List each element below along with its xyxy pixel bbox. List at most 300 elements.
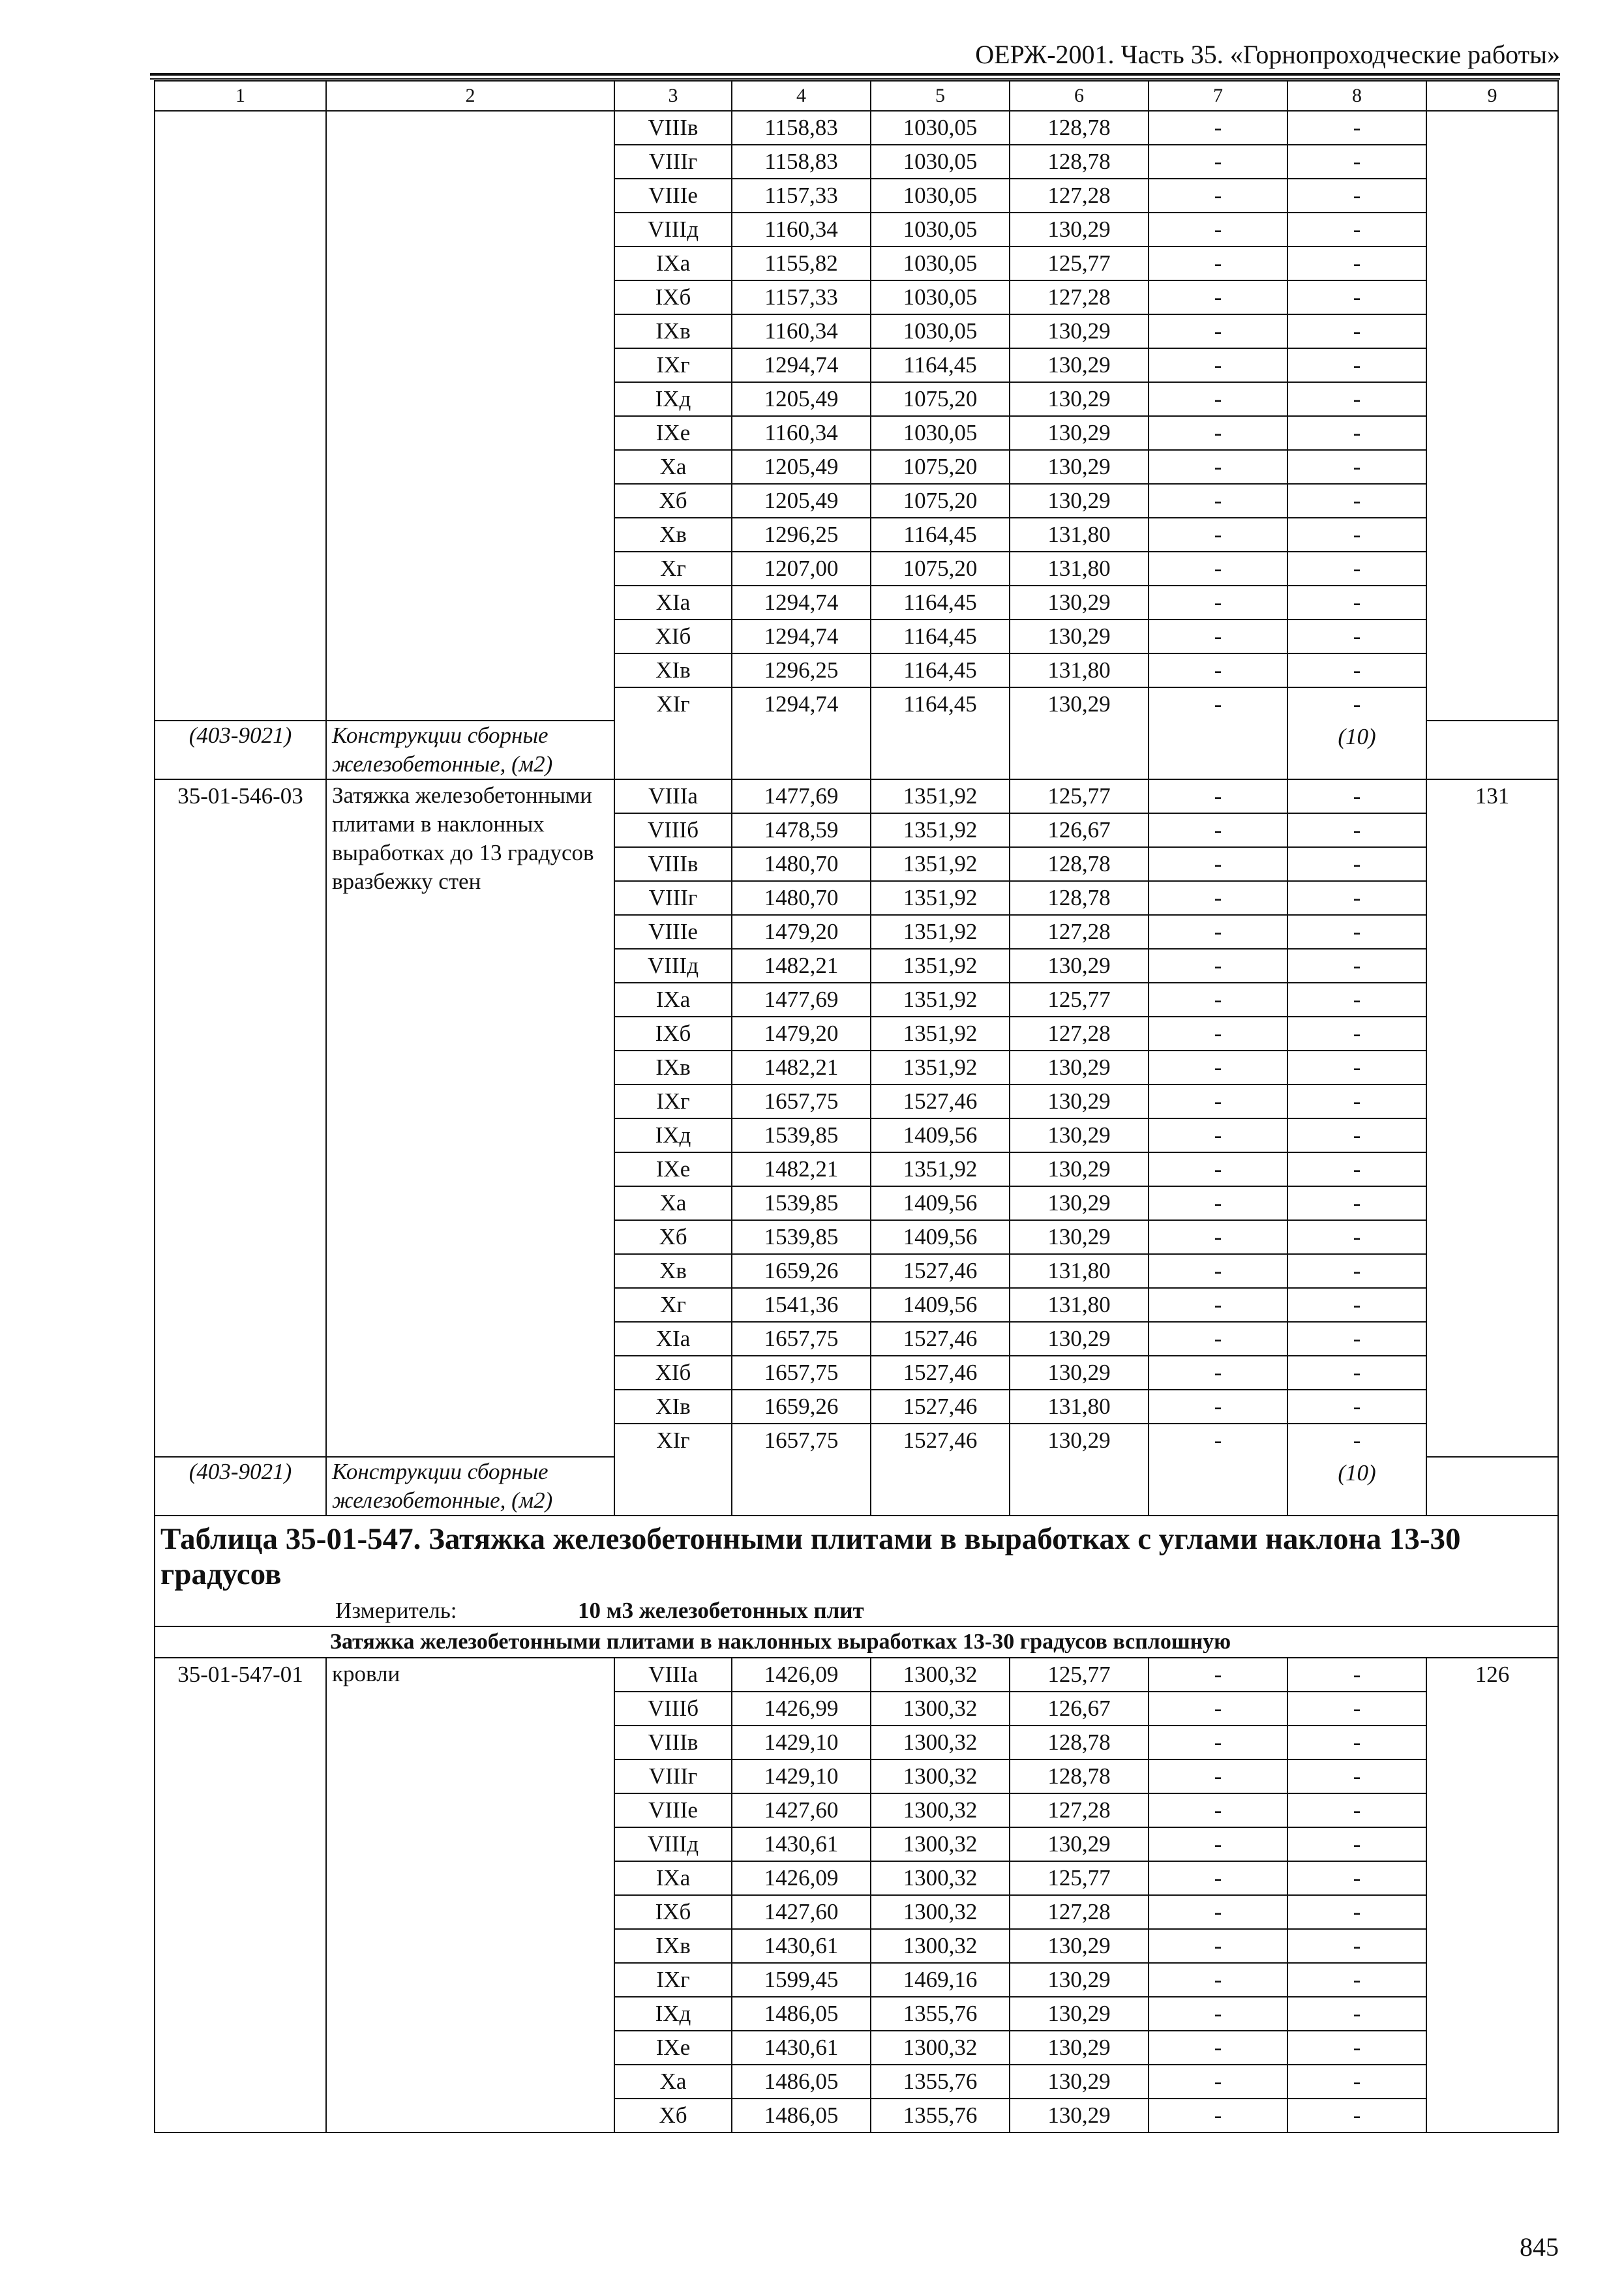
labor-cost: 1075,20 <box>871 382 1010 416</box>
region-code: XIв <box>614 1390 732 1424</box>
region-code: VIIIа <box>614 779 732 813</box>
table-row <box>155 779 1558 813</box>
labor-cost: 1355,76 <box>871 2065 1010 2099</box>
region-code: IXв <box>614 1929 732 1963</box>
measure-label: Измеритель: <box>335 1598 457 1623</box>
region-code: XIа <box>614 1322 732 1356</box>
machinist-cost: - <box>1149 1288 1287 1322</box>
machine-cost: 126,67 <box>1010 813 1149 847</box>
region-code: Xа <box>614 2065 732 2099</box>
material-cost: - <box>1287 1322 1426 1356</box>
material-cost: - <box>1287 1356 1426 1390</box>
machine-cost: 127,28 <box>1010 179 1149 213</box>
labor-cost: 1030,05 <box>871 111 1010 145</box>
column-header: 1 <box>155 81 326 111</box>
region-code: IXа <box>614 1861 732 1895</box>
machinist-cost: - <box>1149 1895 1287 1929</box>
total-cost: 1482,21 <box>732 949 871 983</box>
machine-cost: 130,29 <box>1010 687 1149 721</box>
labor-cost: 1351,92 <box>871 1051 1010 1085</box>
machinist-cost: - <box>1149 1322 1287 1356</box>
region-code: Xа <box>614 1186 732 1220</box>
machinist-cost: - <box>1149 1424 1287 1457</box>
rate-description: Затяжка железобетонными плитами в наклонных выработках до 13 градусов вразбежку стен <box>326 779 614 1457</box>
resource-row <box>155 1457 1558 1516</box>
machinist-cost: - <box>1149 1658 1287 1692</box>
header-rule <box>150 73 1560 76</box>
total-cost: 1479,20 <box>732 915 871 949</box>
total-cost: 1205,49 <box>732 484 871 518</box>
machine-cost: 127,28 <box>1010 1895 1149 1929</box>
machinist-cost: - <box>1149 1861 1287 1895</box>
table-row <box>155 111 1558 145</box>
machine-cost: 130,29 <box>1010 586 1149 620</box>
machinist-cost: - <box>1149 2065 1287 2099</box>
machinist-cost: - <box>1149 518 1287 552</box>
labor-cost: 1351,92 <box>871 1152 1010 1186</box>
machine-cost: 130,29 <box>1010 1997 1149 2031</box>
material-cost: - <box>1287 881 1426 915</box>
region-code: VIIIв <box>614 847 732 881</box>
total-cost: 1294,74 <box>732 620 871 653</box>
material-cost: - <box>1287 1827 1426 1861</box>
region-code: IXе <box>614 1152 732 1186</box>
region-code: XIб <box>614 620 732 653</box>
material-cost: - <box>1287 1726 1426 1759</box>
machine-cost: 125,77 <box>1010 983 1149 1017</box>
machinist-cost: - <box>1149 1793 1287 1827</box>
machinist-cost: - <box>1149 247 1287 280</box>
machine-cost: 130,29 <box>1010 1424 1149 1457</box>
material-cost: - <box>1287 949 1426 983</box>
machinist-cost: - <box>1149 2031 1287 2065</box>
rate-code: 35-01-546-03 <box>155 779 326 1457</box>
machine-cost: 130,29 <box>1010 1963 1149 1997</box>
machine-cost: 127,28 <box>1010 280 1149 314</box>
material-cost: - <box>1287 779 1426 813</box>
material-cost: - <box>1287 1861 1426 1895</box>
material-cost: - <box>1287 518 1426 552</box>
material-cost: - <box>1287 1051 1426 1085</box>
machine-cost: 131,80 <box>1010 653 1149 687</box>
material-cost: - <box>1287 915 1426 949</box>
material-cost: - <box>1287 1017 1426 1051</box>
total-cost: 1296,25 <box>732 653 871 687</box>
machinist-cost: - <box>1149 949 1287 983</box>
region-code: IXг <box>614 348 732 382</box>
measure-value: 10 м3 железобетонных плит <box>578 1598 864 1623</box>
machine-cost: 128,78 <box>1010 145 1149 179</box>
subheader-row <box>155 1626 1558 1658</box>
region-code: IXг <box>614 1963 732 1997</box>
labor-cost: 1300,32 <box>871 1929 1010 1963</box>
labor-cost: 1164,45 <box>871 687 1010 721</box>
total-cost: 1157,33 <box>732 179 871 213</box>
region-code: VIIIа <box>614 1658 732 1692</box>
machinist-cost: - <box>1149 314 1287 348</box>
material-cost: - <box>1287 2099 1426 2132</box>
labor-cost: 1300,32 <box>871 1692 1010 1726</box>
material-cost: - <box>1287 247 1426 280</box>
total-cost: 1477,69 <box>732 779 871 813</box>
labor-cost: 1030,05 <box>871 179 1010 213</box>
machinist-cost: - <box>1149 111 1287 145</box>
region-code: XIб <box>614 1356 732 1390</box>
machinist-cost: - <box>1149 1726 1287 1759</box>
material-cost: - <box>1287 213 1426 247</box>
machine-cost: 130,29 <box>1010 1051 1149 1085</box>
material-cost: - <box>1287 552 1426 586</box>
machinist-cost: - <box>1149 382 1287 416</box>
machinist-cost: - <box>1149 1186 1287 1220</box>
region-code: IXв <box>614 1051 732 1085</box>
total-cost: 1155,82 <box>732 247 871 280</box>
total-cost: 1158,83 <box>732 111 871 145</box>
resource-name: Конструкции сборные железобетонные, (м2) <box>326 721 614 779</box>
empty-cell <box>871 1457 1010 1516</box>
region-code: VIIIг <box>614 1759 732 1793</box>
material-cost: - <box>1287 620 1426 653</box>
material-cost: - <box>1287 1152 1426 1186</box>
material-cost: - <box>1287 1963 1426 1997</box>
material-cost: - <box>1287 1118 1426 1152</box>
material-cost: - <box>1287 847 1426 881</box>
region-code: Xв <box>614 1254 732 1288</box>
machinist-cost: - <box>1149 1827 1287 1861</box>
region-code: Xб <box>614 1220 732 1254</box>
rate-description <box>326 111 614 721</box>
region-code: Xб <box>614 2099 732 2132</box>
labor-cost: 1351,92 <box>871 949 1010 983</box>
machine-cost: 128,78 <box>1010 1759 1149 1793</box>
material-cost: - <box>1287 1929 1426 1963</box>
machine-cost: 128,78 <box>1010 1726 1149 1759</box>
labor-cost: 1527,46 <box>871 1322 1010 1356</box>
machinist-cost: - <box>1149 213 1287 247</box>
machinist-cost: - <box>1149 1759 1287 1793</box>
labor-cost: 1409,56 <box>871 1288 1010 1322</box>
column-header: 3 <box>614 81 732 111</box>
empty-cell <box>732 721 871 779</box>
region-code: XIг <box>614 1424 732 1457</box>
machinist-cost: - <box>1149 687 1287 721</box>
total-cost: 1482,21 <box>732 1051 871 1085</box>
region-code: VIIIд <box>614 949 732 983</box>
labor-cost: 1409,56 <box>871 1118 1010 1152</box>
column-header: 6 <box>1010 81 1149 111</box>
total-cost: 1294,74 <box>732 687 871 721</box>
material-cost: - <box>1287 983 1426 1017</box>
material-cost: - <box>1287 653 1426 687</box>
machine-cost: 130,29 <box>1010 1220 1149 1254</box>
material-cost: - <box>1287 484 1426 518</box>
machine-cost: 125,77 <box>1010 247 1149 280</box>
region-code: IXе <box>614 2031 732 2065</box>
material-cost: - <box>1287 1390 1426 1424</box>
material-cost: - <box>1287 1658 1426 1692</box>
labor-cost: 1300,32 <box>871 1895 1010 1929</box>
region-code: IXд <box>614 1997 732 2031</box>
labor-cost: 1164,45 <box>871 348 1010 382</box>
region-code: Xг <box>614 552 732 586</box>
material-cost: - <box>1287 1692 1426 1726</box>
machine-cost: 128,78 <box>1010 847 1149 881</box>
machinist-cost: - <box>1149 1963 1287 1997</box>
page-header: ОЕРЖ-2001. Часть 35. «Горнопроходческие работы» <box>975 40 1560 69</box>
material-cost: - <box>1287 450 1426 484</box>
empty-cell <box>732 1457 871 1516</box>
labor-cost: 1351,92 <box>871 881 1010 915</box>
total-cost: 1205,49 <box>732 450 871 484</box>
labor-cost: 1030,05 <box>871 247 1010 280</box>
column-header: 8 <box>1287 81 1426 111</box>
machine-cost: 130,29 <box>1010 620 1149 653</box>
total-cost: 1539,85 <box>732 1118 871 1152</box>
empty-cell <box>614 1457 732 1516</box>
total-cost: 1427,60 <box>732 1895 871 1929</box>
machinist-cost: - <box>1149 620 1287 653</box>
region-code: Xа <box>614 450 732 484</box>
machine-cost: 127,28 <box>1010 1017 1149 1051</box>
machinist-cost: - <box>1149 552 1287 586</box>
machinist-cost: - <box>1149 1997 1287 2031</box>
empty-cell <box>1010 721 1149 779</box>
total-cost: 1486,05 <box>732 2065 871 2099</box>
resource-quantity: (10) <box>1287 721 1426 779</box>
total-cost: 1207,00 <box>732 552 871 586</box>
labor-hours <box>1426 111 1558 721</box>
rate-description: кровли <box>326 1658 614 2132</box>
region-code: Xв <box>614 518 732 552</box>
region-code: IXд <box>614 382 732 416</box>
column-header: 9 <box>1426 81 1558 111</box>
total-cost: 1539,85 <box>732 1186 871 1220</box>
machinist-cost: - <box>1149 1085 1287 1118</box>
labor-hours: 126 <box>1426 1658 1558 2132</box>
region-code: IXе <box>614 416 732 450</box>
material-cost: - <box>1287 1085 1426 1118</box>
column-header: 5 <box>871 81 1010 111</box>
labor-cost: 1030,05 <box>871 314 1010 348</box>
machine-cost: 130,29 <box>1010 1356 1149 1390</box>
region-code: VIIIе <box>614 915 732 949</box>
column-number-row <box>155 81 1558 111</box>
labor-cost: 1300,32 <box>871 1827 1010 1861</box>
rate-code <box>155 111 326 721</box>
total-cost: 1657,75 <box>732 1085 871 1118</box>
total-cost: 1486,05 <box>732 1997 871 2031</box>
column-header: 4 <box>732 81 871 111</box>
labor-cost: 1300,32 <box>871 1793 1010 1827</box>
labor-cost: 1075,20 <box>871 484 1010 518</box>
machine-cost: 125,77 <box>1010 1658 1149 1692</box>
region-code: IXг <box>614 1085 732 1118</box>
machinist-cost: - <box>1149 881 1287 915</box>
machine-cost: 131,80 <box>1010 1254 1149 1288</box>
material-cost: - <box>1287 813 1426 847</box>
machine-cost: 130,29 <box>1010 1085 1149 1118</box>
material-cost: - <box>1287 1288 1426 1322</box>
region-code: IXб <box>614 280 732 314</box>
machinist-cost: - <box>1149 1152 1287 1186</box>
material-cost: - <box>1287 2065 1426 2099</box>
machinist-cost: - <box>1149 1929 1287 1963</box>
machinist-cost: - <box>1149 1692 1287 1726</box>
material-cost: - <box>1287 280 1426 314</box>
material-cost: - <box>1287 111 1426 145</box>
total-cost: 1427,60 <box>732 1793 871 1827</box>
total-cost: 1294,74 <box>732 348 871 382</box>
material-cost: - <box>1287 1254 1426 1288</box>
total-cost: 1205,49 <box>732 382 871 416</box>
machinist-cost: - <box>1149 653 1287 687</box>
material-cost: - <box>1287 2031 1426 2065</box>
labor-cost: 1030,05 <box>871 416 1010 450</box>
region-code: Xб <box>614 484 732 518</box>
page-number: 845 <box>1520 2232 1559 2262</box>
rate-code: 35-01-547-01 <box>155 1658 326 2132</box>
machine-cost: 130,29 <box>1010 314 1149 348</box>
machinist-cost: - <box>1149 179 1287 213</box>
region-code: IXв <box>614 314 732 348</box>
column-header: 2 <box>326 81 614 111</box>
labor-cost: 1030,05 <box>871 213 1010 247</box>
machinist-cost: - <box>1149 779 1287 813</box>
measure-line <box>160 1592 1552 1626</box>
labor-cost: 1164,45 <box>871 518 1010 552</box>
machine-cost: 131,80 <box>1010 552 1149 586</box>
labor-cost: 1164,45 <box>871 620 1010 653</box>
region-code: IXд <box>614 1118 732 1152</box>
resource-quantity: (10) <box>1287 1457 1426 1516</box>
labor-cost: 1355,76 <box>871 2099 1010 2132</box>
material-cost: - <box>1287 586 1426 620</box>
region-code: VIIIд <box>614 213 732 247</box>
machine-cost: 130,29 <box>1010 1152 1149 1186</box>
total-cost: 1296,25 <box>732 518 871 552</box>
machinist-cost: - <box>1149 280 1287 314</box>
material-cost: - <box>1287 1895 1426 1929</box>
table-title-block <box>155 1516 1558 1626</box>
total-cost: 1430,61 <box>732 2031 871 2065</box>
region-code: VIIIе <box>614 179 732 213</box>
total-cost: 1657,75 <box>732 1356 871 1390</box>
material-cost: - <box>1287 687 1426 721</box>
labor-cost: 1300,32 <box>871 1658 1010 1692</box>
machinist-cost: - <box>1149 484 1287 518</box>
region-code: Xг <box>614 1288 732 1322</box>
machine-cost: 130,29 <box>1010 416 1149 450</box>
machine-cost: 130,29 <box>1010 1186 1149 1220</box>
machine-cost: 130,29 <box>1010 1322 1149 1356</box>
labor-cost: 1527,46 <box>871 1424 1010 1457</box>
total-cost: 1430,61 <box>732 1929 871 1963</box>
total-cost: 1429,10 <box>732 1759 871 1793</box>
machine-cost: 130,29 <box>1010 484 1149 518</box>
total-cost: 1479,20 <box>732 1017 871 1051</box>
machinist-cost: - <box>1149 847 1287 881</box>
machinist-cost: - <box>1149 586 1287 620</box>
total-cost: 1429,10 <box>732 1726 871 1759</box>
labor-cost: 1527,46 <box>871 1356 1010 1390</box>
total-cost: 1480,70 <box>732 881 871 915</box>
material-cost: - <box>1287 382 1426 416</box>
labor-cost: 1351,92 <box>871 1017 1010 1051</box>
machinist-cost: - <box>1149 1356 1287 1390</box>
labor-cost: 1300,32 <box>871 1861 1010 1895</box>
empty-cell <box>1010 1457 1149 1516</box>
material-cost: - <box>1287 1220 1426 1254</box>
total-cost: 1480,70 <box>732 847 871 881</box>
labor-cost: 1469,16 <box>871 1963 1010 1997</box>
labor-cost: 1351,92 <box>871 915 1010 949</box>
region-code: IXа <box>614 247 732 280</box>
labor-cost: 1527,46 <box>871 1254 1010 1288</box>
labor-cost: 1300,32 <box>871 1726 1010 1759</box>
region-code: VIIIе <box>614 1793 732 1827</box>
resource-code: (403-9021) <box>155 1457 326 1516</box>
empty-cell <box>1426 721 1558 779</box>
machine-cost: 128,78 <box>1010 881 1149 915</box>
machine-cost: 130,29 <box>1010 382 1149 416</box>
labor-cost: 1527,46 <box>871 1085 1010 1118</box>
machine-cost: 130,29 <box>1010 949 1149 983</box>
machine-cost: 130,29 <box>1010 1929 1149 1963</box>
machine-cost: 128,78 <box>1010 111 1149 145</box>
machine-cost: 126,67 <box>1010 1692 1149 1726</box>
region-code: VIIIб <box>614 1692 732 1726</box>
labor-cost: 1527,46 <box>871 1390 1010 1424</box>
table-title: Таблица 35-01-547. Затяжка железобетонными плитами в выработках с углами наклона 13-30 градусов <box>160 1522 1461 1591</box>
machine-cost: 127,28 <box>1010 915 1149 949</box>
machinist-cost: - <box>1149 1017 1287 1051</box>
machinist-cost: - <box>1149 983 1287 1017</box>
labor-cost: 1355,76 <box>871 1997 1010 2031</box>
total-cost: 1160,34 <box>732 213 871 247</box>
empty-cell <box>871 721 1010 779</box>
total-cost: 1541,36 <box>732 1288 871 1322</box>
total-cost: 1158,83 <box>732 145 871 179</box>
machinist-cost: - <box>1149 450 1287 484</box>
total-cost: 1426,99 <box>732 1692 871 1726</box>
labor-cost: 1300,32 <box>871 1759 1010 1793</box>
table-row <box>155 1658 1558 1692</box>
region-code: IXа <box>614 983 732 1017</box>
material-cost: - <box>1287 1186 1426 1220</box>
total-cost: 1160,34 <box>732 314 871 348</box>
total-cost: 1294,74 <box>732 586 871 620</box>
material-cost: - <box>1287 1424 1426 1457</box>
region-code: IXб <box>614 1895 732 1929</box>
machine-cost: 130,29 <box>1010 1827 1149 1861</box>
labor-cost: 1075,20 <box>871 552 1010 586</box>
total-cost: 1657,75 <box>732 1424 871 1457</box>
machinist-cost: - <box>1149 2099 1287 2132</box>
machinist-cost: - <box>1149 1118 1287 1152</box>
machine-cost: 127,28 <box>1010 1793 1149 1827</box>
region-code: IXб <box>614 1017 732 1051</box>
machinist-cost: - <box>1149 1254 1287 1288</box>
material-cost: - <box>1287 314 1426 348</box>
resource-code: (403-9021) <box>155 721 326 779</box>
material-cost: - <box>1287 145 1426 179</box>
material-cost: - <box>1287 1997 1426 2031</box>
machine-cost: 131,80 <box>1010 1288 1149 1322</box>
total-cost: 1486,05 <box>732 2099 871 2132</box>
machine-cost: 130,29 <box>1010 1118 1149 1152</box>
labor-cost: 1075,20 <box>871 450 1010 484</box>
resource-name: Конструкции сборные железобетонные, (м2) <box>326 1457 614 1516</box>
